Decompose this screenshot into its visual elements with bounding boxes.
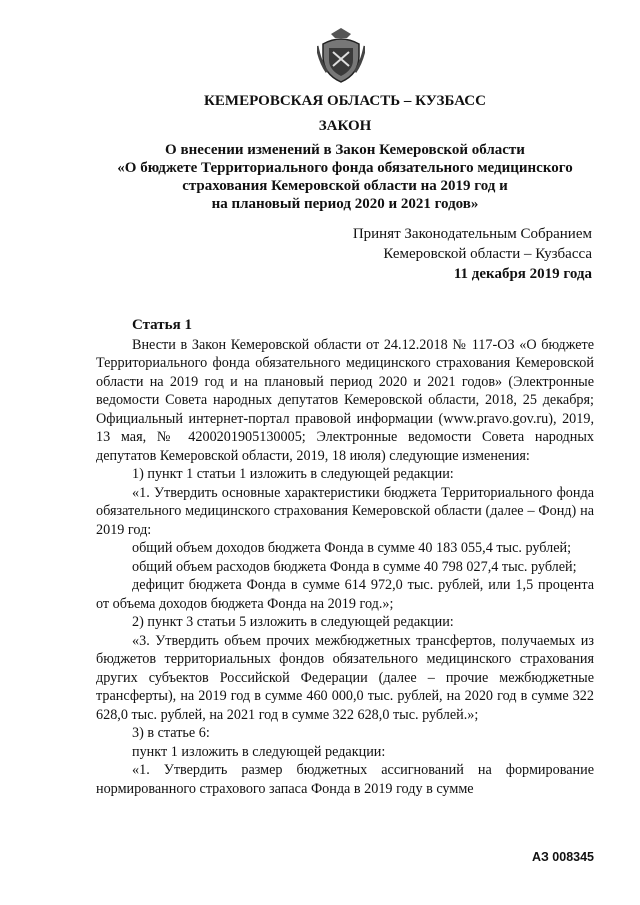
paragraph: 2) пункт 3 статьи 5 изложить в следующей редакции: [132,614,454,630]
document-number: АЗ 008345 [531,850,594,864]
paragraph: Внести в Закон Кемеровской области от 24.12.2018 № 117-ОЗ «О бюджете Территориального фонда обязательного медицинского страхования Кемеровской области на 2019 год и на плановый период 2020 и 2021 годов» (Электронные ведомости Совета народных депутатов Кемеровской области, 2018, 25 декабря; Официальный интернет-портал правовой информации (www.pravo.gov.ru), 2019, 13 мая, № 4200201905130005; Электронные ведомости Совета народных депутатов Кемеровской области, 2019, 18 июля) следующие изменения: [96,336,594,464]
title-line: на плановый период 2020 и 2021 годов» [211,196,479,212]
coat-of-arms-icon [317,26,365,84]
adoption-date: 11 декабря 2019 года [453,266,592,282]
title-line: «О бюджете Территориального фонда обязательного медицинского [117,160,573,176]
paragraph: «1. Утвердить основные характеристики бюджета Территориального фонда обязательного медицинского страхования Кемеровской области (далее – Фонд) на 2019 год: [96,484,594,538]
paragraph: дефицит бюджета Фонда в сумме 614 972,0 тыс. рублей, или 1,5 процента от объема доходов бюджета Фонда на 2019 год.»; [96,577,594,612]
title-line: О внесении изменений в Закон Кемеровской области [165,142,525,158]
region-heading: КЕМЕРОВСКАЯ ОБЛАСТЬ – КУЗБАСС [204,93,486,109]
title-line: страхования Кемеровской области на 2019 год и [182,178,508,194]
adoption-line: Кемеровской области – Кузбасса [383,246,592,262]
law-title [60,141,630,213]
article-body [96,316,594,798]
paragraph: общий объем расходов бюджета Фонда в сумме 40 798 027,4 тыс. рублей; [132,558,577,575]
paragraph: 1) пункт 1 статьи 1 изложить в следующей редакции: [132,466,454,482]
paragraph: «1. Утвердить размер бюджетных ассигнований на формирование нормированного страхового запаса Фонда в 2019 году в сумме [96,762,594,797]
adoption-line: Принят Законодательным Собранием [352,226,592,242]
paragraph: «3. Утвердить объем прочих межбюджетных трансфертов, получаемых из бюджетов территориальных фондов обязательного медицинского страхования других субъектов Российской Федерации (далее – прочие межбюджетные трансферты), на 2019 год в сумме 460 000,0 тыс. рублей, на 2020 год в сумме 322 628,0 тыс. рублей, на 2021 год в сумме 322 628,0 тыс. рублей.»; [96,632,594,723]
paragraph: пункт 1 изложить в следующей редакции: [132,743,386,760]
document-type: ЗАКОН [318,118,372,134]
adoption-block [353,224,592,284]
paragraph: 3) в статье 6: [132,725,210,741]
paragraph: общий объем доходов бюджета Фонда в сумме 40 183 055,4 тыс. рублей; [132,540,572,556]
article-heading: Статья 1 [132,317,192,333]
